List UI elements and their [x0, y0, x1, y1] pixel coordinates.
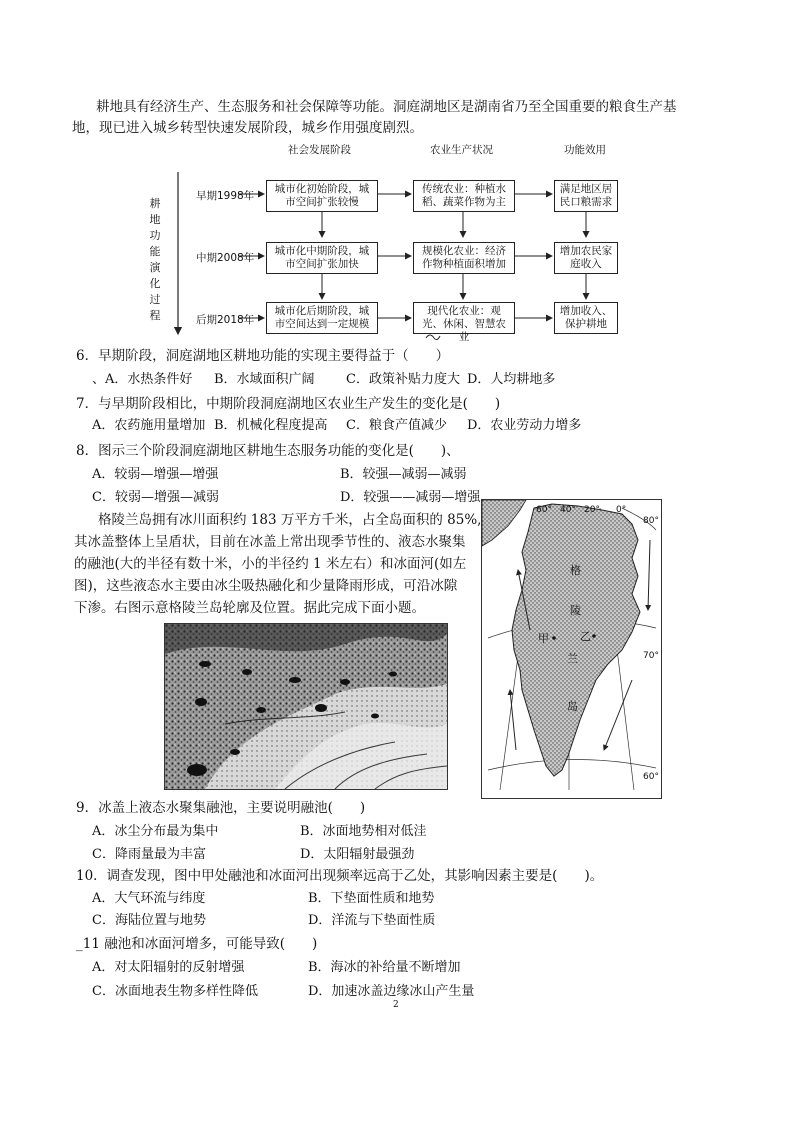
map-name-char-4: 岛 [567, 700, 578, 713]
greenland-para-1: 格陵兰岛拥有冰川面积约 183 万平方千米，占全岛面积的 85%, [98, 512, 482, 528]
q11-option-b: B．海冰的补给量不断增加 [308, 960, 461, 975]
map-lon-40: 40° [560, 505, 576, 515]
q11-option-c: C．冰面地表生物多样性降低 [92, 984, 258, 999]
map-lon-0: 0° [616, 505, 627, 515]
intro-line-2: 地，现已进入城乡转型快速发展阶段，城乡作用强度剧烈。 [72, 120, 423, 136]
page-number: 2 [393, 1000, 399, 1010]
map-name-char-1: 格 [570, 564, 581, 577]
box-func-late: 增加收入、保护耕地 [554, 302, 618, 334]
stage-label-mid: 中期2008年 [196, 252, 255, 264]
map-lat-70: 70° [643, 651, 659, 661]
map-lat-60: 60° [643, 772, 659, 782]
box-agri-late: 现代化农业：观光、休闲、智慧农业 [413, 302, 515, 334]
col-header-agri: 农业生产状况 [430, 144, 493, 156]
greenland-para-2: 其冰盖整体上呈盾状，目前在冰盖上常出现季节性的、液态水聚集 [74, 534, 466, 550]
stage-label-early: 早期1998年 [196, 190, 255, 202]
question-11-stem: _11 融池和冰面河增多，可能导致( ) [76, 936, 318, 952]
greenland-para-3: 的融池(大的半径有数十米，小的半径约 1 米左右）和冰面河(如左 [74, 556, 467, 572]
map-name-char-2: 陵 [570, 604, 581, 617]
q9-option-d: D．太阳辐射最强劲 [300, 847, 415, 862]
q6-option-d: D．人均耕地多 [467, 372, 556, 387]
greenland-map [481, 499, 662, 799]
side-label: 耕地功能演化过程 [149, 197, 161, 322]
q9-option-c: C．降雨量最为丰富 [92, 847, 206, 862]
q6-option-a: 、A．水热条件好 [92, 372, 193, 387]
q8-option-b: B．较强—减弱—减弱 [340, 467, 467, 482]
q11-option-d: D．加速冰盖边缘冰山产生量 [308, 984, 475, 999]
question-9-stem: 9．冰盖上液态水聚集融池，主要说明融池( ) [76, 800, 366, 816]
q9-option-b: B．冰面地势相对低洼 [300, 824, 427, 839]
q6-option-b: B．水域面积广阔 [214, 372, 315, 387]
q7-option-c: C．粮食产值减少 [346, 418, 447, 433]
greenland-para-4: 图)，这些液态水主要由冰尘吸热融化和少量降雨形成，可沿冰隙 [74, 578, 458, 594]
q7-option-d: D．农业劳动力增多 [467, 418, 582, 433]
q8-option-c: C．较弱—增强—减弱 [92, 490, 219, 505]
box-social-late: 城市化后期阶段，城市空间达到一定规模 [266, 302, 378, 334]
box-agri-mid: 规模化农业：经济作物种植面积增加 [413, 242, 515, 274]
box-social-early: 城市化初始阶段，城市空间扩张较慢 [266, 180, 378, 212]
question-10-stem: 10．调查发现，图中甲处融池和冰面河出现频率远高于乙处，其影响因素主要是( )。 [76, 868, 604, 884]
map-lon-60: 60° [536, 505, 552, 515]
intro-line-1: 耕地具有经济生产、生态服务和社会保障等功能。洞庭湖地区是湖南省乃至全国重要的粮食生产基 [96, 99, 677, 115]
q7-option-a: A．农药施用量增加 [92, 418, 206, 433]
question-7-stem: 7．与早期阶段相比，中期阶段洞庭湖地区农业生产发生的变化是( ) [76, 396, 501, 412]
map-point-jia: 甲 [538, 632, 549, 645]
q6-option-c: C．政策补贴力度大 [346, 372, 460, 387]
q7-option-b: B．机械化程度提高 [214, 418, 328, 433]
col-header-social: 社会发展阶段 [288, 144, 351, 156]
map-name-char-3: 兰 [567, 652, 578, 665]
question-6-stem: 6．早期阶段，洞庭湖地区耕地功能的实现主要得益于（ ） [76, 348, 450, 364]
box-func-early: 满足地区居民口粮需求 [554, 180, 618, 212]
q10-option-a: A．大气环流与纬度 [92, 891, 206, 906]
q8-option-a: A．较弱—增强—增强 [92, 467, 219, 482]
q8-option-d: D．较强——减弱—增强 [340, 490, 481, 505]
stage-label-late: 后期2018年 [196, 314, 255, 326]
q10-option-d: D．洋流与下垫面性质 [308, 913, 436, 928]
q10-option-c: C．海陆位置与地势 [92, 913, 206, 928]
box-func-mid: 增加农民家庭收入 [554, 242, 618, 274]
map-point-yi: 乙 [580, 630, 591, 643]
question-8-stem: 8．图示三个阶段洞庭湖地区耕地生态服务功能的变化是( )、 [76, 443, 460, 459]
col-header-func: 功能效用 [564, 144, 606, 156]
ice-surface-photo [164, 623, 448, 790]
map-lat-80: 80° [643, 516, 659, 526]
q10-option-b: B．下垫面性质和地势 [308, 891, 435, 906]
q11-option-a: A．对太阳辐射的反射增强 [92, 960, 245, 975]
map-lon-20: 20° [584, 505, 600, 515]
box-social-mid: 城市化中期阶段，城市空间扩张加快 [266, 242, 378, 274]
diagram-arrows [0, 0, 793, 360]
greenland-para-5: 下渗。右图示意格陵兰岛轮廓及位置。据此完成下面小题。 [74, 600, 425, 616]
box-agri-early: 传统农业：种植水稻、蔬菜作物为主 [413, 180, 515, 212]
q9-option-a: A．冰尘分布最为集中 [92, 824, 219, 839]
